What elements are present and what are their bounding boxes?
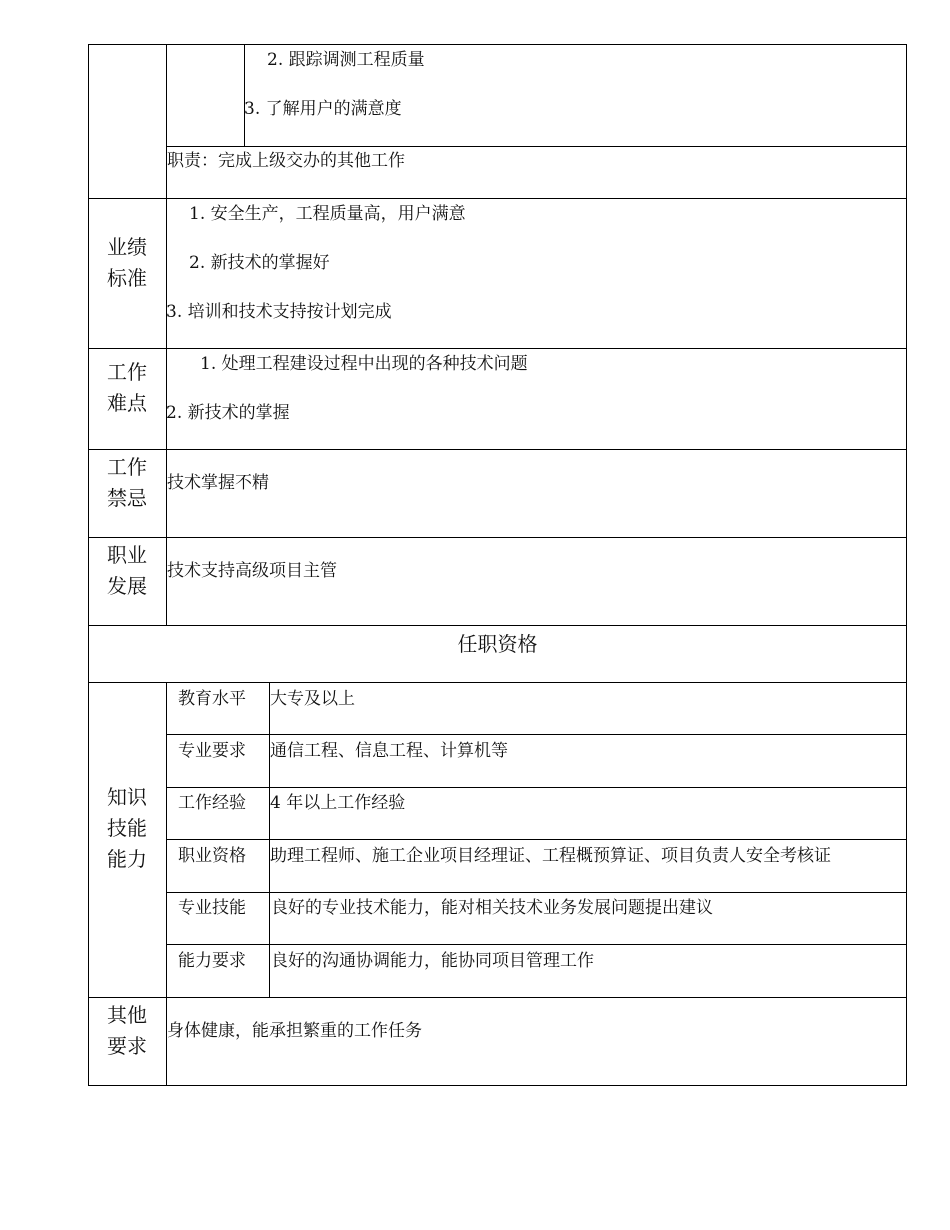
qual-value-certificate: 助理工程师、施工企业项目经理证、工程概预算证、项目负责人安全考核证	[270, 846, 831, 866]
qual-value-experience: 4 年以上工作经验	[270, 793, 406, 813]
qual-value-skill: 良好的专业技术能力，能对相关技术业务发展问题提出建议	[271, 898, 713, 918]
performance-item-2: 2. 新技术的掌握好	[189, 253, 330, 273]
top-item-1: 2. 跟踪调测工程质量	[267, 50, 425, 70]
qualification-title: 任职资格	[457, 632, 538, 656]
career-label: 职业 发展	[107, 543, 147, 598]
qual-key-skill: 专业技能	[178, 898, 246, 918]
difficulty-item-2: 2. 新技术的掌握	[166, 403, 290, 423]
qual-key-education: 教育水平	[178, 689, 246, 709]
taboo-text: 技术掌握不精	[167, 473, 269, 493]
qual-value-ability: 良好的沟通协调能力，能协同项目管理工作	[271, 951, 594, 971]
qual-key-experience: 工作经验	[178, 793, 246, 813]
qual-key-ability: 能力要求	[178, 951, 246, 971]
top-item-2: 3. 了解用户的满意度	[244, 99, 402, 119]
taboo-label: 工作 禁忌	[107, 455, 147, 510]
qualification-label: 知识 技能 能力	[107, 785, 147, 871]
performance-label: 业绩 标准	[107, 235, 147, 290]
qual-value-major: 通信工程、信息工程、计算机等	[270, 741, 508, 761]
other-text: 身体健康，能承担繁重的工作任务	[167, 1021, 422, 1041]
career-text: 技术支持高级项目主管	[167, 561, 337, 581]
difficulty-item-1: 1. 处理工程建设过程中出现的各种技术问题	[200, 354, 528, 374]
difficulty-label: 工作 难点	[107, 360, 147, 415]
duty-text: 职责：完成上级交办的其他工作	[167, 151, 405, 171]
qual-key-certificate: 职业资格	[178, 846, 246, 866]
qual-value-education: 大专及以上	[270, 689, 355, 709]
performance-item-1: 1. 安全生产，工程质量高，用户满意	[189, 204, 466, 224]
other-label: 其他 要求	[107, 1003, 147, 1058]
qual-key-major: 专业要求	[178, 741, 246, 761]
performance-item-3: 3. 培训和技术支持按计划完成	[166, 302, 392, 322]
